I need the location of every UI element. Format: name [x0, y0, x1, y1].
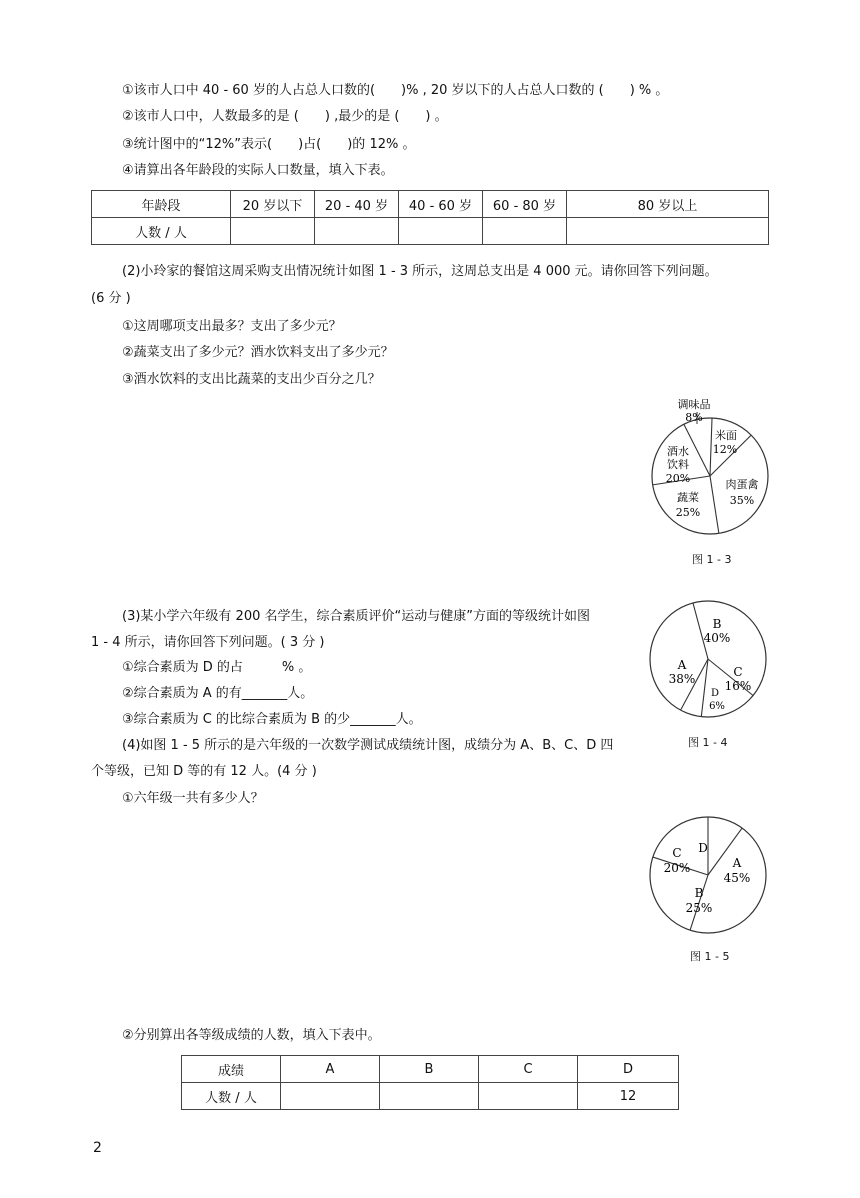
- q3-sub3: ③综合素质为 C 的比综合素质为 B 的少_______人。: [122, 712, 422, 727]
- pie-chart-1-3: [640, 392, 780, 542]
- slice-value-d: 6%: [709, 701, 725, 712]
- slice-value-c: 16%: [724, 679, 752, 693]
- answer-cell[interactable]: [399, 218, 483, 245]
- table-header-cell: D: [578, 1056, 679, 1083]
- slice-value-a: 38%: [668, 672, 696, 686]
- pie-chart-1-5: [645, 812, 775, 938]
- answer-cell[interactable]: [479, 1083, 578, 1110]
- slice-label-drinks-2: 饮料: [667, 458, 689, 471]
- q4-sub1: ①六年级一共有多少人？: [122, 791, 264, 806]
- q1-sub1: ①该市人口中 40 - 60 岁的人占总人口数的( )% , 20 岁以下的人占总人口数的 ( ) % 。: [122, 83, 669, 98]
- slice-label-seasoning: 调味品: [677, 398, 711, 411]
- answer-cell[interactable]: [315, 218, 399, 245]
- table-header-cell: 80 岁以上: [567, 191, 769, 218]
- q1-sub2: ②该市人口中，人数最多的是 ( ) ,最少的是 ( ) 。: [122, 109, 448, 124]
- slice-value-c: 20%: [663, 861, 691, 875]
- slice-label-d: D: [710, 688, 720, 699]
- slice-label-a: A: [677, 658, 687, 672]
- table-header-cell: 60 - 80 岁: [483, 191, 567, 218]
- slice-label-c: C: [672, 846, 682, 860]
- slice-label-rice: 米面: [715, 429, 737, 442]
- q4-sub2: ②分别算出各等级成绩的人数，填入下表中。: [122, 1028, 381, 1043]
- slice-value-drinks: 20%: [665, 472, 691, 485]
- slice-label-a: A: [732, 856, 742, 870]
- q2-intro-score: (6 分 ): [91, 291, 131, 306]
- answer-cell[interactable]: [483, 218, 567, 245]
- answer-cell: 12: [578, 1083, 679, 1110]
- slice-value-b: 40%: [703, 631, 731, 645]
- table-header-cell: B: [380, 1056, 479, 1083]
- slice-label-b: B: [694, 886, 704, 900]
- slice-label-b: B: [712, 617, 722, 631]
- table-header-cell: 成绩: [182, 1056, 281, 1083]
- table-header-row: [182, 1056, 679, 1083]
- q3-intro-cont: 1 - 4 所示，请你回答下列问题。( 3 分 ): [91, 635, 325, 650]
- q2-intro: (2)小玲家的餐馆这周采购支出情况统计如图 1 - 3 所示，这周总支出是 4 000 元。请你回答下列问题。: [122, 264, 718, 279]
- table-row-label: 人数 / 人: [92, 218, 231, 245]
- slice-value-meat: 35%: [729, 494, 755, 507]
- q3-sub1: ①综合素质为 D 的占 % 。: [122, 660, 312, 675]
- slice-label-d: D: [698, 841, 708, 855]
- slice-value-seasoning: 8%: [685, 411, 703, 424]
- table-header-cell: 20 岁以下: [231, 191, 315, 218]
- table-header-row: [92, 191, 769, 218]
- q3-intro: (3)某小学六年级有 200 名学生，综合素质评价“运动与健康”方面的等级统计如图: [122, 609, 590, 624]
- q2-sub2: ②蔬菜支出了多少元？酒水饮料支出了多少元？: [122, 345, 394, 360]
- table-header-cell: 年龄段: [92, 191, 231, 218]
- slice-label-c: C: [733, 665, 743, 679]
- slice-label-drinks-1: 酒水: [667, 445, 689, 458]
- grade-count-table: [181, 1055, 679, 1110]
- slice-label-veg: 蔬菜: [677, 491, 699, 504]
- table-header-cell: C: [479, 1056, 578, 1083]
- pie-slices: [650, 601, 766, 717]
- pie-chart-1-4: [645, 596, 775, 726]
- q3-sub2: ②综合素质为 A 的有_______人。: [122, 686, 314, 701]
- page-number: 2: [93, 1140, 102, 1156]
- figure-caption-1-3: 图 1 - 3: [692, 553, 732, 566]
- q4-intro: (4)如图 1 - 5 所示的是六年级的一次数学测试成绩统计图，成绩分为 A、B、C、D 四: [122, 738, 614, 753]
- table-header-cell: 40 - 60 岁: [399, 191, 483, 218]
- table-header-cell: A: [281, 1056, 380, 1083]
- answer-cell[interactable]: [567, 218, 769, 245]
- table-row: [92, 218, 769, 245]
- q2-sub1: ①这周哪项支出最多？支出了多少元？: [122, 319, 342, 334]
- figure-caption-1-4: 图 1 - 4: [688, 736, 728, 749]
- slice-value-a: 45%: [723, 871, 751, 885]
- slice-value-veg: 25%: [675, 506, 701, 519]
- answer-cell[interactable]: [231, 218, 315, 245]
- table-row-label: 人数 / 人: [182, 1083, 281, 1110]
- slice-value-b: 25%: [685, 901, 713, 915]
- answer-cell[interactable]: [281, 1083, 380, 1110]
- table-header-cell: 20 - 40 岁: [315, 191, 399, 218]
- age-population-table: [91, 190, 769, 245]
- table-row: [182, 1083, 679, 1110]
- slice-label-meat: 肉蛋禽: [725, 478, 759, 491]
- slice-value-rice: 12%: [712, 443, 738, 456]
- figure-caption-1-5: 图 1 - 5: [690, 950, 730, 963]
- answer-cell[interactable]: [380, 1083, 479, 1110]
- q1-sub4: ④请算出各年龄段的实际人口数量，填入下表。: [122, 163, 394, 178]
- q2-sub3: ③酒水饮料的支出比蔬菜的支出少百分之几？: [122, 372, 381, 387]
- q1-sub3: ③统计图中的“12%”表示( )占( )的 12% 。: [122, 137, 416, 152]
- q4-intro-cont: 个等级，已知 D 等的有 12 人。(4 分 ): [91, 764, 317, 779]
